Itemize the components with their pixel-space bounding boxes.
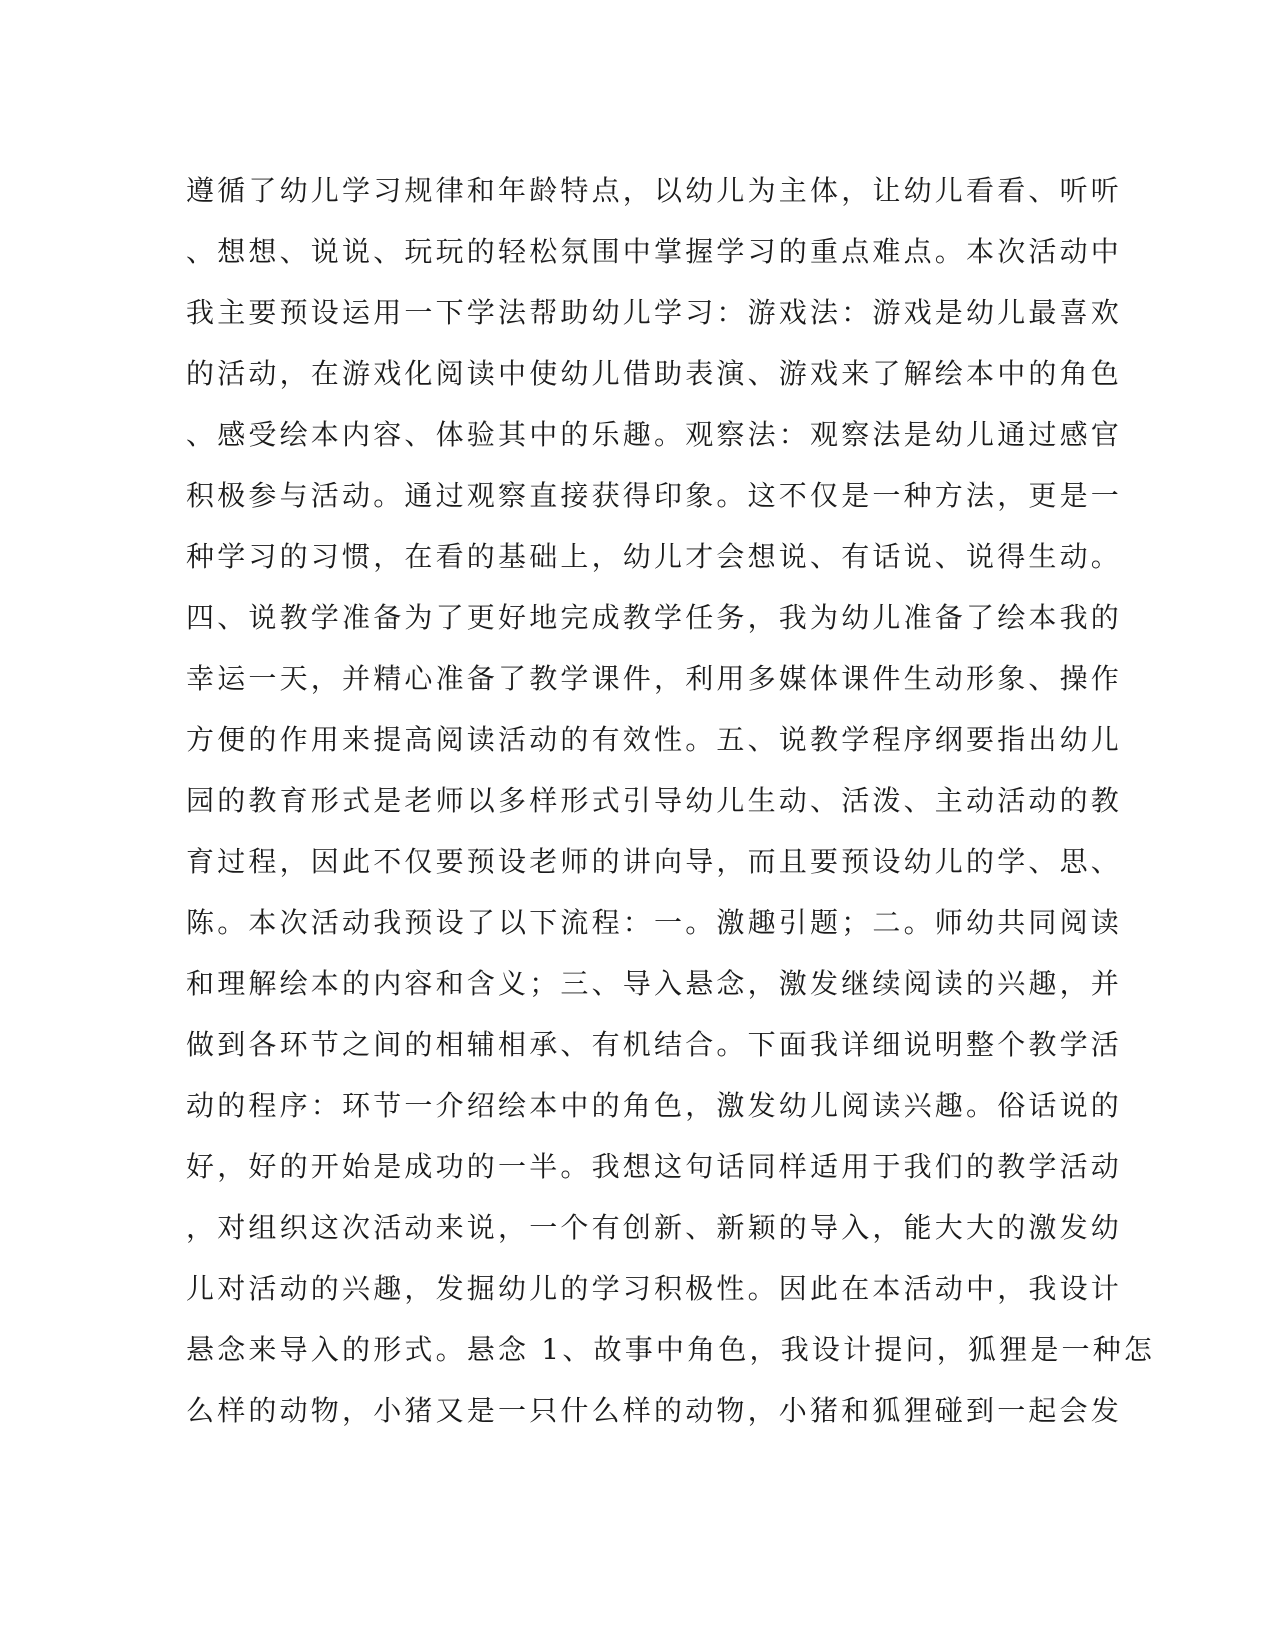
body-text (186, 160, 1156, 1441)
text-line: ，对组织这次活动来说，一个有创新、新颖的导入，能大大的激发幼 (186, 1211, 1123, 1244)
text-line: 和理解绘本的内容和含义；三、导入悬念，激发继续阅读的兴趣，并 (186, 967, 1123, 1000)
text-line: 做到各环节之间的相辅相承、有机结合。下面我详细说明整个教学活 (186, 1028, 1123, 1061)
text-line: 、感受绘本内容、体验其中的乐趣。观察法：观察法是幼儿通过感官 (186, 418, 1123, 451)
text-line: 幸运一天，并精心准备了教学课件，利用多媒体课件生动形象、操作 (186, 662, 1123, 695)
text-line: 悬念来导入的形式。悬念 1、故事中角色，我设计提问，狐狸是一种怎 (186, 1333, 1156, 1366)
text-line: 儿对活动的兴趣，发掘幼儿的学习积极性。因此在本活动中，我设计 (186, 1272, 1123, 1305)
text-line: 的活动，在游戏化阅读中使幼儿借助表演、游戏来了解绘本中的角色 (186, 357, 1123, 390)
text-line: 遵循了幼儿学习规律和年龄特点，以幼儿为主体，让幼儿看看、听听 (186, 174, 1123, 207)
text-line: 我主要预设运用一下学法帮助幼儿学习：游戏法：游戏是幼儿最喜欢 (186, 296, 1123, 329)
text-line: 陈。本次活动我预设了以下流程：一。激趣引题；二。师幼共同阅读 (186, 906, 1123, 939)
text-line: 园的教育形式是老师以多样形式引导幼儿生动、活泼、主动活动的教 (186, 784, 1123, 817)
text-line: 么样的动物，小猪又是一只什么样的动物，小猪和狐狸碰到一起会发 (186, 1394, 1123, 1427)
text-line: 动的程序：环节一介绍绘本中的角色，激发幼儿阅读兴趣。俗话说的 (186, 1089, 1123, 1122)
text-line: 育过程，因此不仅要预设老师的讲向导，而且要预设幼儿的学、思、 (186, 845, 1123, 878)
text-line: 、想想、说说、玩玩的轻松氛围中掌握学习的重点难点。本次活动中 (186, 235, 1123, 268)
text-line: 积极参与活动。通过观察直接获得印象。这不仅是一种方法，更是一 (186, 479, 1123, 512)
text-line: 四、说教学准备为了更好地完成教学任务，我为幼儿准备了绘本我的 (186, 601, 1123, 634)
text-line: 种学习的习惯，在看的基础上，幼儿才会想说、有话说、说得生动。 (186, 540, 1123, 573)
text-line: 好，好的开始是成功的一半。我想这句话同样适用于我们的教学活动 (186, 1150, 1123, 1183)
text-line: 方便的作用来提高阅读活动的有效性。五、说教学程序纲要指出幼儿 (186, 723, 1123, 756)
